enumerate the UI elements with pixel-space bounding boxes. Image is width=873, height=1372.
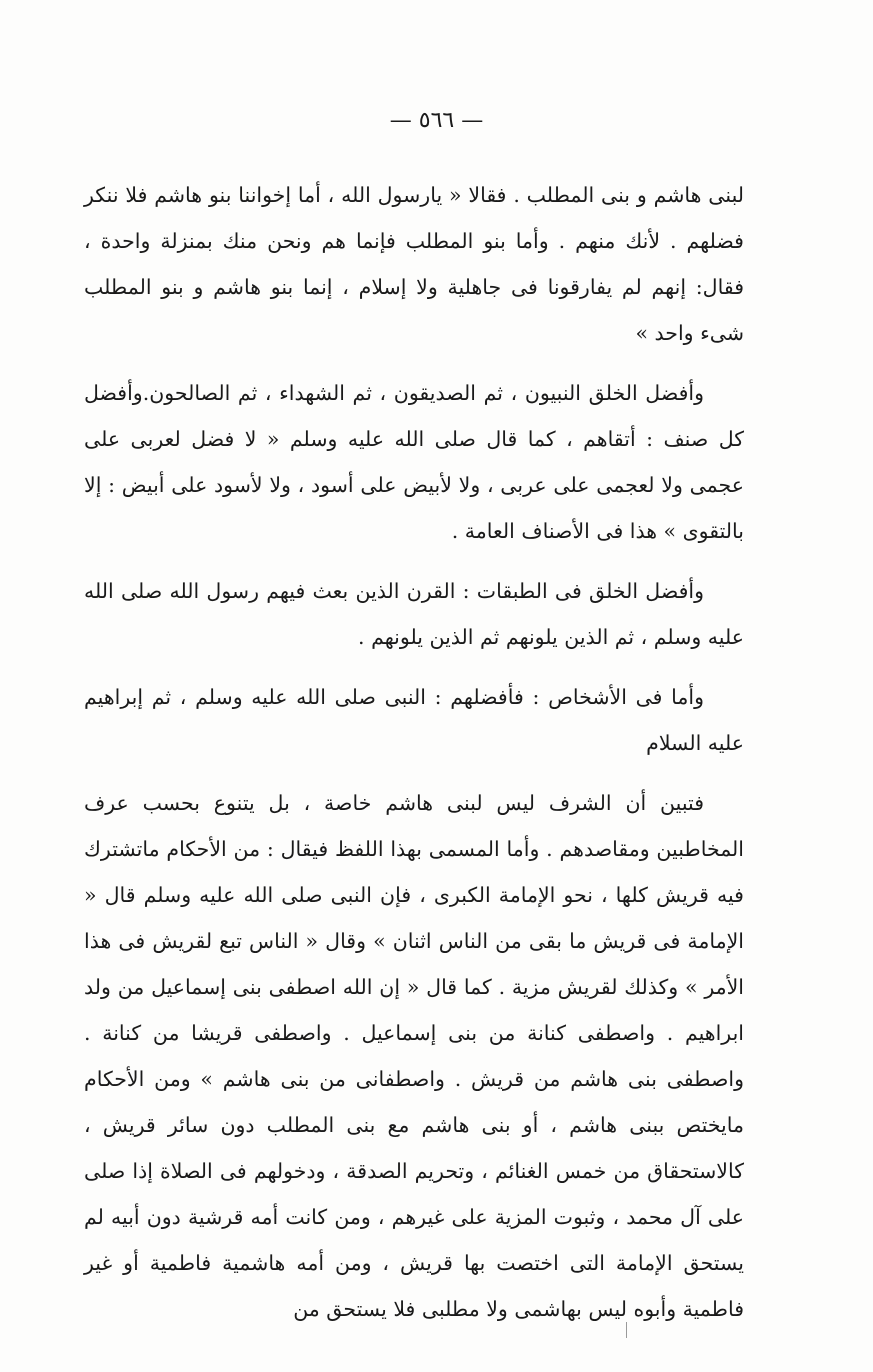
paragraph-4: وأما فى الأشخاص : فأفضلهم : النبى صلى الله عليه وسلم ، ثم إبراهيم عليه السلام	[84, 685, 744, 755]
paragraph-2: وأفضل الخلق النبيون ، ثم الصديقون ، ثم الشهداء ، ثم الصالحون.وأفضل كل صنف : أتقاهم ، كما قال صلى الله عليه وسلم « لا فضل لعربى على عجمى ولا لعجمى على عربى ، ولا لأبيض على أسود ، ولا لأسود على أبيض : إلا بالتقوى » هذا فى الأصناف العامة .	[84, 381, 744, 543]
page-number: — ٥٦٦ —	[389, 108, 484, 133]
paragraph-1: لبنى هاشم و بنى المطلب . فقالا « يارسول الله ، أما إخواننا بنو هاشم فلا ننكر فضلهم . لأنك منهم . وأما بنو المطلب فإنما هم ونحن منك بمنزلة واحدة ، فقال: إنهم لم يفارقونا فى جاهلية ولا إسلام ، إنما بنو هاشم و بنو المطلب شىء واحد »	[84, 183, 744, 345]
paragraph-3: وأفضل الخلق فى الطبقات : القرن الذين بعث فيهم رسول الله صلى الله عليه وسلم ، ثم الذين يلونهم ثم الذين يلونهم .	[84, 579, 744, 649]
paragraph-5: فتبين أن الشرف ليس لبنى هاشم خاصة ، بل يتنوع بحسب عرف المخاطبين ومقاصدهم . وأما المسمى بهذا اللفظ فيقال : من الأحكام ماتشترك فيه قريش كلها ، نحو الإمامة الكبرى ، فإن النبى صلى الله عليه وسلم قال « الإمامة فى قريش ما بقى من الناس اثنان » وقال « الناس تبع لقريش فى هذا الأمر » وكذلك لقريش مزية . كما قال « إن الله اصطفى بنى إسماعيل من ولد ابراهيم . واصطفى كنانة من بنى إسماعيل . واصطفى قريشا من كنانة . واصطفى بنى هاشم من قريش . واصطفانى من بنى هاشم » ومن الأحكام مايختص ببنى هاشم ، أو بنى هاشم مع بنى المطلب دون سائر قريش ، كالاستحقاق من خمس الغنائم ، وتحريم الصدقة ، ودخولهم فى الصلاة إذا صلى على آل محمد ، وثبوت المزية على غيرهم ، ومن كانت أمه قرشية دون أبيه لم يستحق الإمامة التى اختصت بها قريش ، ومن أمه هاشمية فاطمية أو غير فاطمية وأبوه ليس بهاشمى ولا مطلبى فلا يستحق من	[84, 791, 744, 1321]
page-bottom-mark	[626, 1322, 627, 1338]
text-body	[84, 172, 744, 1332]
